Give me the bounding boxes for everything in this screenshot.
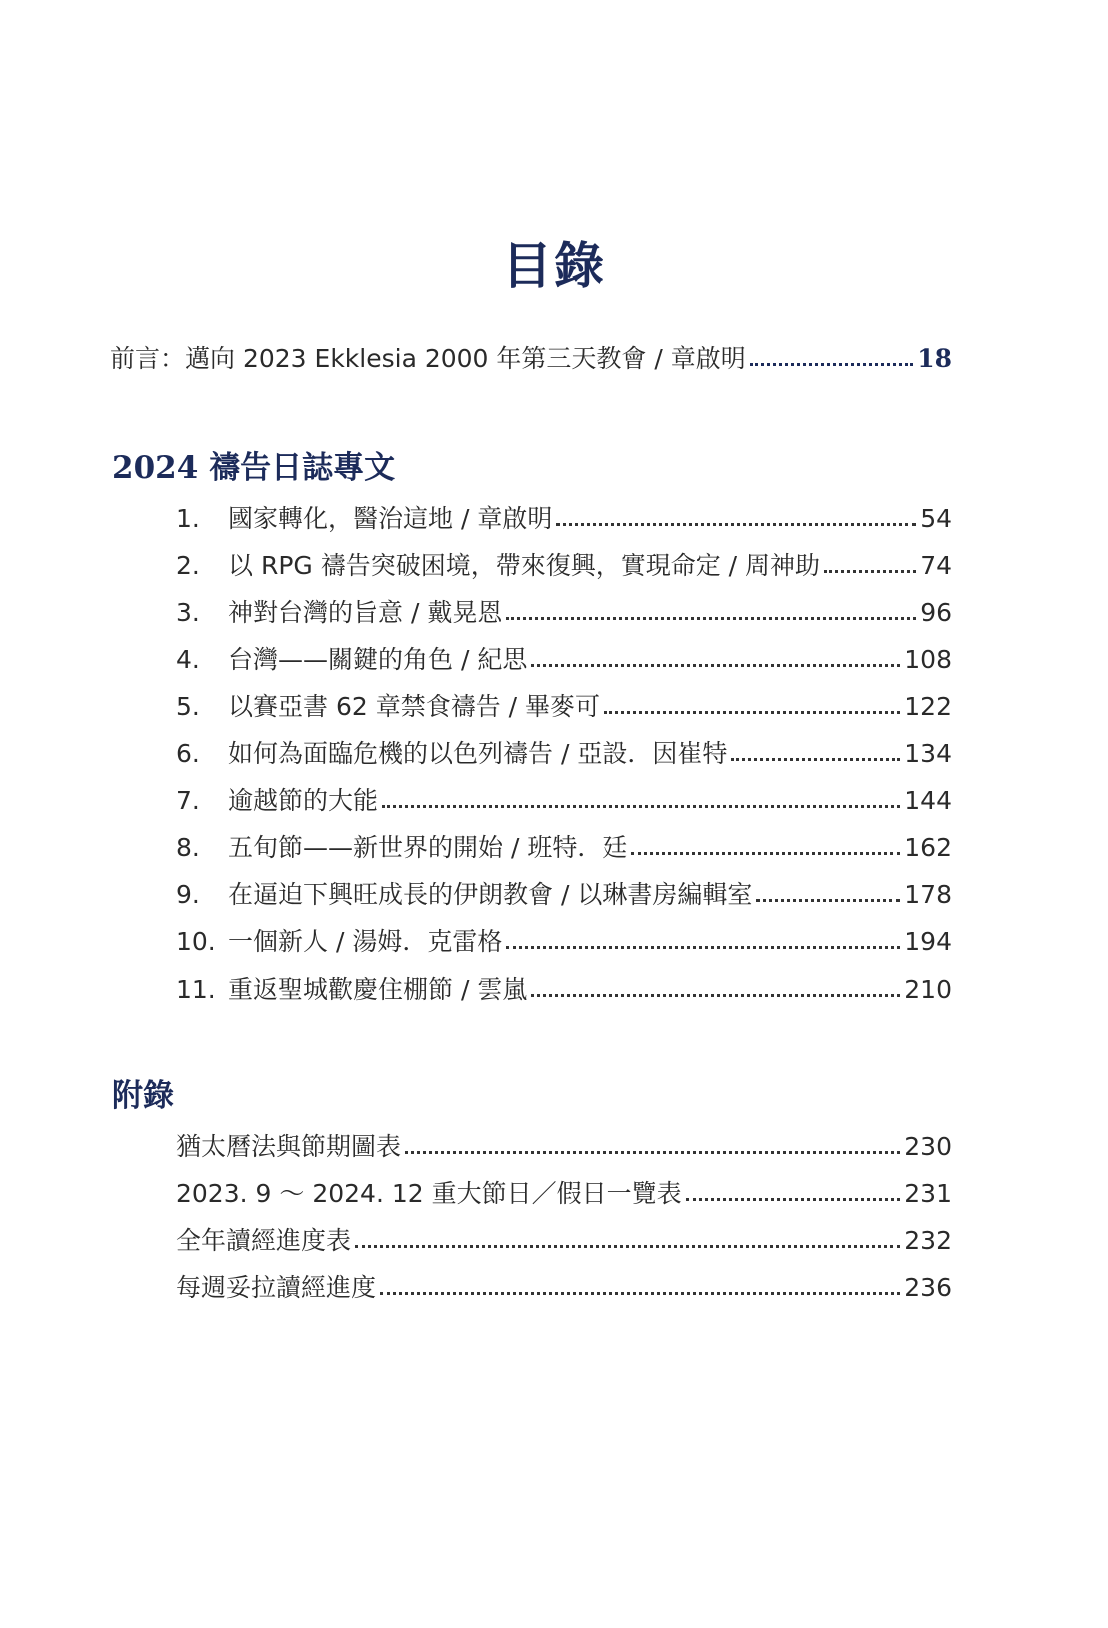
dot-leader <box>506 617 916 620</box>
toc-item-page: 178 <box>904 880 952 909</box>
toc-item-title: 2023. 9 ～ 2024. 12 重大節日／假日一覽表 <box>176 1179 682 1208</box>
dot-leader <box>750 363 913 366</box>
toc-item[interactable] <box>176 647 952 672</box>
toc-item-title: 神對台灣的旨意 / 戴晃恩 <box>228 598 503 627</box>
toc-item-title: 如何為面臨危機的以色列禱告 / 亞設．因崔特 <box>228 739 728 768</box>
toc-item-title: 國家轉化，醫治這地 / 章啟明 <box>228 504 553 533</box>
toc-item-title: 逾越節的大能 <box>228 786 379 815</box>
toc-preface-text: 前言：邁向 2023 Ekklesia 2000 年第三天教會 / 章啟明 <box>110 344 746 373</box>
toc-item-page: 231 <box>904 1179 952 1208</box>
dot-leader <box>756 899 900 902</box>
toc-item-number: 10. <box>176 927 216 956</box>
toc-item-page: 230 <box>904 1132 952 1161</box>
toc-item-page: 108 <box>904 645 952 674</box>
toc-item-page: 134 <box>904 739 952 768</box>
toc-item-page: 236 <box>904 1273 952 1302</box>
toc-item-number: 1. <box>176 504 200 533</box>
toc-item-title: 以賽亞書 62 章禁食禱告 / 畢麥可 <box>228 692 601 721</box>
toc-item[interactable] <box>176 741 952 766</box>
toc-item-number: 8. <box>176 833 200 862</box>
toc-item-page: 210 <box>904 975 952 1004</box>
toc-item-page: 144 <box>904 786 952 815</box>
toc-appendix-item[interactable] <box>176 1275 952 1300</box>
toc-item-number: 5. <box>176 692 200 721</box>
toc-item-number: 2. <box>176 551 200 580</box>
toc-item-title: 每週妥拉讀經進度 <box>176 1273 377 1302</box>
toc-appendix-item[interactable] <box>176 1134 952 1159</box>
toc-item[interactable] <box>176 977 952 1002</box>
toc-item[interactable] <box>176 506 952 531</box>
section-heading-appendix: 附錄 <box>112 1078 174 1114</box>
toc-item-title: 重返聖城歡慶住棚節 / 雲嵐 <box>228 975 528 1004</box>
dot-leader <box>506 946 900 949</box>
toc-item-page: 194 <box>904 927 952 956</box>
toc-item-title: 猶太曆法與節期圖表 <box>176 1132 402 1161</box>
toc-item-number: 4. <box>176 645 200 674</box>
toc-item[interactable] <box>176 694 952 719</box>
toc-appendix-item[interactable] <box>176 1181 952 1206</box>
toc-item-page: 162 <box>904 833 952 862</box>
toc-item-page: 74 <box>920 551 952 580</box>
toc-item[interactable] <box>176 553 952 578</box>
toc-item-number: 7. <box>176 786 200 815</box>
toc-item-title: 一個新人 / 湯姆．克雷格 <box>228 927 503 956</box>
toc-item-title: 五旬節——新世界的開始 / 班特．廷 <box>228 833 628 862</box>
page-title: 目錄 <box>502 236 606 295</box>
toc-item[interactable] <box>176 788 952 813</box>
dot-leader <box>824 570 916 573</box>
dot-leader <box>355 1245 900 1248</box>
toc-item-number: 6. <box>176 739 200 768</box>
dot-leader <box>731 758 900 761</box>
toc-item[interactable] <box>176 835 952 860</box>
toc-item-page: 232 <box>904 1226 952 1255</box>
toc-appendix-item[interactable] <box>176 1228 952 1253</box>
dot-leader <box>382 805 900 808</box>
toc-item[interactable] <box>176 600 952 625</box>
dot-leader <box>380 1292 900 1295</box>
toc-preface-page: 18 <box>917 344 952 373</box>
dot-leader <box>556 523 916 526</box>
toc-item-title: 全年讀經進度表 <box>176 1226 352 1255</box>
dot-leader <box>405 1151 900 1154</box>
toc-item-title: 台灣——關鍵的角色 / 紀思 <box>228 645 528 674</box>
dot-leader <box>631 852 900 855</box>
toc-item-title: 在逼迫下興旺成長的伊朗教會 / 以琳書房編輯室 <box>228 880 753 909</box>
section-heading-articles: 2024 禱告日誌專文 <box>112 450 396 486</box>
toc-item-number: 9. <box>176 880 200 909</box>
toc-item-title: 以 RPG 禱告突破困境，帶來復興，實現命定 / 周神助 <box>228 551 821 580</box>
dot-leader <box>531 994 900 997</box>
toc-preface[interactable] <box>110 346 952 371</box>
dot-leader <box>686 1198 901 1201</box>
dot-leader <box>531 664 900 667</box>
toc-item-page: 54 <box>920 504 952 533</box>
toc-item-number: 11. <box>176 975 216 1004</box>
toc-item[interactable] <box>176 882 952 907</box>
dot-leader <box>604 711 900 714</box>
toc-item[interactable] <box>176 929 952 954</box>
toc-item-page: 122 <box>904 692 952 721</box>
toc-item-number: 3. <box>176 598 200 627</box>
toc-item-page: 96 <box>920 598 952 627</box>
